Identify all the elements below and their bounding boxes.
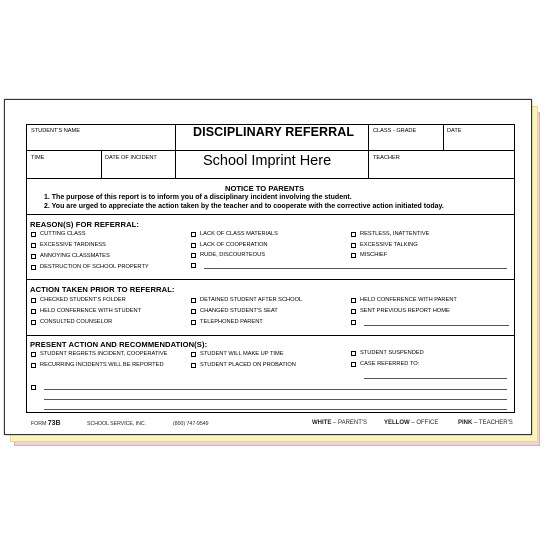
reason-lack-cooperation[interactable] xyxy=(191,241,268,249)
reason-excessive-talking[interactable] xyxy=(351,241,418,249)
action-checked-folder[interactable] xyxy=(31,296,126,304)
checkbox-icon xyxy=(191,352,196,357)
reason-label: DESTRUCTION OF SCHOOL PROPERTY xyxy=(40,264,149,270)
student-name-label: STUDENT'S NAME xyxy=(31,128,80,134)
action-other-line[interactable] xyxy=(364,325,509,326)
checkbox-icon xyxy=(31,265,36,270)
action-conference-student[interactable] xyxy=(31,307,141,315)
company-name: SCHOOL SERVICE, INC. xyxy=(87,421,147,427)
date-of-incident-label: DATE OF INCIDENT xyxy=(105,155,157,161)
class-field-divider xyxy=(368,124,369,178)
present-label: STUDENT REGRETS INCIDENT, COOPERATIVE xyxy=(40,351,168,357)
reason-excessive-tardiness[interactable] xyxy=(31,241,106,249)
reason-other[interactable] xyxy=(191,261,200,269)
checkbox-icon xyxy=(351,351,356,356)
reason-rude[interactable] xyxy=(191,251,265,259)
comment-line-3[interactable] xyxy=(44,409,507,410)
action-conference-parent[interactable] xyxy=(351,296,457,304)
notice-title: NOTICE TO PARENTS xyxy=(225,184,305,193)
company-phone: (800) 747-9549 xyxy=(173,421,209,427)
present-label: RECURRING INCIDENTS WILL BE REPORTED xyxy=(40,362,164,368)
yellow-label: YELLOW xyxy=(384,420,410,426)
reason-label: RUDE, DISCOURTEOUS xyxy=(200,252,265,258)
checkbox-icon xyxy=(31,254,36,259)
present-case-referred[interactable] xyxy=(351,360,419,368)
action-label: TELEPHONED PARENT xyxy=(200,319,263,325)
pink-copy-label xyxy=(458,420,513,426)
reason-label: ANNOYING CLASSMATES xyxy=(40,253,110,259)
school-imprint: School Imprint Here xyxy=(203,153,332,169)
action-consulted-counselor[interactable] xyxy=(31,318,112,326)
yellow-recipient: – OFFICE xyxy=(411,420,439,426)
reason-other-line[interactable] xyxy=(204,268,507,269)
present-suspended[interactable] xyxy=(351,349,424,357)
action-sent-report[interactable] xyxy=(351,307,450,315)
time-field-divider xyxy=(101,150,102,178)
action-label: CONSULTED COUNSELOR xyxy=(40,319,113,325)
action-label: CHECKED STUDENT'S FOLDER xyxy=(40,297,126,303)
present-probation[interactable] xyxy=(191,361,296,369)
reason-label: LACK OF CLASS MATERIALS xyxy=(200,231,278,237)
checkbox-icon xyxy=(31,363,36,368)
form-number-value: 73B xyxy=(47,420,61,427)
action-other[interactable] xyxy=(351,318,360,326)
teacher-label: TEACHER xyxy=(373,155,400,161)
form-number xyxy=(31,420,61,427)
pink-label: PINK xyxy=(458,420,473,426)
present-make-up-time[interactable] xyxy=(191,350,284,358)
comment-line-2[interactable] xyxy=(44,399,507,400)
incident-field-divider xyxy=(175,150,176,178)
form-prefix: FORM xyxy=(31,421,47,427)
present-label: CASE REFERRED TO: xyxy=(360,361,420,367)
pink-recipient: – TEACHER'S xyxy=(474,420,513,426)
checkbox-icon xyxy=(191,363,196,368)
checkbox-icon xyxy=(31,298,36,303)
checkbox-icon xyxy=(351,232,356,237)
checkbox-icon xyxy=(191,232,196,237)
checkbox-icon xyxy=(351,320,356,325)
reason-label: CUTTING CLASS xyxy=(40,231,86,237)
case-referred-line[interactable] xyxy=(364,378,507,379)
checkbox-icon xyxy=(191,309,196,314)
reason-label: LACK OF COOPERATION xyxy=(200,242,268,248)
reason-label: EXCESSIVE TARDINESS xyxy=(40,242,106,248)
action-label: CHANGED STUDENT'S SEAT xyxy=(200,308,278,314)
checkbox-icon xyxy=(31,385,36,390)
white-label: WHITE xyxy=(312,420,332,426)
actions-title: ACTION TAKEN PRIOR TO REFERRAL: xyxy=(30,285,175,294)
present-title: PRESENT ACTION AND RECOMMENDATION(S): xyxy=(30,340,208,349)
reason-label: EXCESSIVE TALKING xyxy=(360,242,418,248)
checkbox-icon xyxy=(191,243,196,248)
class-grade-label: CLASS - GRADE xyxy=(373,128,417,134)
checkbox-icon xyxy=(191,253,196,258)
present-other[interactable] xyxy=(31,383,40,391)
name-field-divider xyxy=(175,124,176,150)
reasons-bottom-rule xyxy=(26,279,515,280)
checkbox-icon xyxy=(191,320,196,325)
checkbox-icon xyxy=(31,232,36,237)
action-changed-seat[interactable] xyxy=(191,307,278,315)
header-divider xyxy=(26,150,515,151)
comment-line-1[interactable] xyxy=(44,389,507,390)
present-label: STUDENT WILL MAKE UP TIME xyxy=(200,351,284,357)
present-label: STUDENT SUSPENDED xyxy=(360,350,424,356)
reason-destruction-property[interactable] xyxy=(31,263,149,271)
reason-mischief[interactable] xyxy=(351,251,387,259)
date-label: DATE xyxy=(447,128,462,134)
reasons-title: REASON(S) FOR REFERRAL: xyxy=(30,220,140,229)
actions-bottom-rule xyxy=(26,335,515,336)
action-label: SENT PREVIOUS REPORT HOME xyxy=(360,308,450,314)
white-recipient: – PARENT'S xyxy=(333,420,368,426)
checkbox-icon xyxy=(351,253,356,258)
checkbox-icon xyxy=(351,243,356,248)
notice-line-2: 2. You are urged to appreciate the action taken by the teacher and to cooperate with the corrective action initiated today. xyxy=(44,203,444,210)
form-title: DISCIPLINARY REFERRAL xyxy=(193,125,355,139)
present-recurring[interactable] xyxy=(31,361,164,369)
action-telephoned-parent[interactable] xyxy=(191,318,263,326)
reason-lack-materials[interactable] xyxy=(191,230,278,238)
present-label: STUDENT PLACED ON PROBATION xyxy=(200,362,296,368)
yellow-copy-label xyxy=(384,420,438,426)
header-bottom-rule xyxy=(26,178,515,179)
present-regrets[interactable] xyxy=(31,350,167,358)
checkbox-icon xyxy=(351,298,356,303)
checkbox-icon xyxy=(31,352,36,357)
reason-cutting-class[interactable] xyxy=(31,230,86,238)
checkbox-icon xyxy=(351,309,356,314)
notice-line-1: 1. The purpose of this report is to inform you of a disciplinary incident involving the student. xyxy=(44,194,352,201)
reason-label: MISCHIEF xyxy=(360,252,388,258)
reason-label: RESTLESS, INATTENTIVE xyxy=(360,231,430,237)
action-label: HELD CONFERENCE WITH STUDENT xyxy=(40,308,142,314)
action-detained-student[interactable] xyxy=(191,296,302,304)
action-label: DETAINED STUDENT AFTER SCHOOL xyxy=(200,297,303,303)
notice-bottom-rule xyxy=(26,214,515,215)
time-label: TIME xyxy=(31,155,45,161)
action-label: HELD CONFERENCE WITH PARENT xyxy=(360,297,457,303)
reason-restless[interactable] xyxy=(351,230,429,238)
reason-annoying-classmates[interactable] xyxy=(31,252,110,260)
date-field-divider xyxy=(443,124,444,150)
white-copy-label xyxy=(312,420,367,426)
checkbox-icon xyxy=(351,362,356,367)
checkbox-icon xyxy=(191,298,196,303)
checkbox-icon xyxy=(31,243,36,248)
checkbox-icon xyxy=(31,320,36,325)
checkbox-icon xyxy=(31,309,36,314)
checkbox-icon xyxy=(191,263,196,268)
